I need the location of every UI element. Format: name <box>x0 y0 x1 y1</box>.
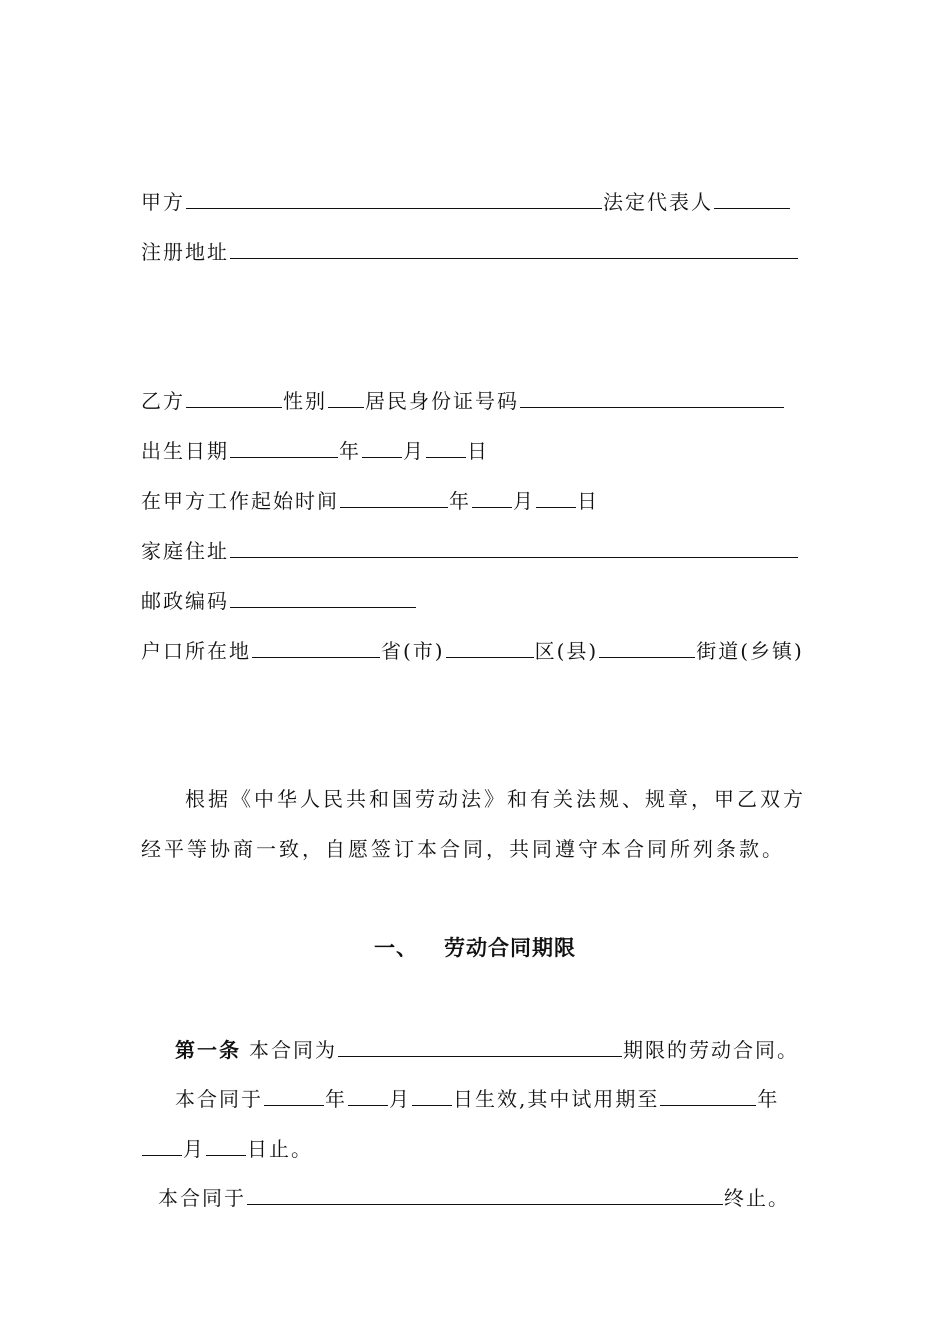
reg-address-row <box>141 236 799 264</box>
id-number-label: 居民身份证号码 <box>365 389 519 413</box>
reg-address-field[interactable] <box>230 236 798 259</box>
article1-text-b: 期限的劳动合同。 <box>623 1038 799 1062</box>
month-unit: 月 <box>403 439 425 463</box>
section-heading <box>0 932 950 962</box>
district-label: 区(县) <box>534 639 599 663</box>
party-a-name-field[interactable] <box>186 186 602 209</box>
year-unit: 年 <box>339 439 361 463</box>
start-work-label: 在甲方工作起始时间 <box>141 489 339 513</box>
province-label: 省(市) <box>381 639 445 663</box>
hukou-row <box>141 635 804 663</box>
until-text: 日止。 <box>247 1137 313 1161</box>
effective-label: 本合同于 <box>175 1087 263 1111</box>
home-address-label: 家庭住址 <box>141 539 229 563</box>
legal-rep-label: 法定代表人 <box>603 190 713 214</box>
month-unit: 月 <box>183 1137 205 1161</box>
street-label: 街道(乡镇) <box>696 639 804 663</box>
legal-rep-field[interactable] <box>714 186 790 209</box>
article1-row <box>175 1034 799 1062</box>
birth-day-field[interactable] <box>426 435 466 458</box>
birth-month-field[interactable] <box>362 435 402 458</box>
probation-year-field[interactable] <box>660 1083 756 1106</box>
postcode-row <box>141 585 417 613</box>
postcode-label: 邮政编码 <box>141 589 229 613</box>
effective-day-field[interactable] <box>412 1083 452 1106</box>
postcode-field[interactable] <box>230 585 416 608</box>
birth-date-row <box>141 435 489 463</box>
termination-label: 本合同于 <box>158 1186 246 1210</box>
party-a-label: 甲方 <box>141 190 185 214</box>
home-address-row <box>141 535 799 563</box>
preamble-line-2: 经平等协商一致，自愿签订本合同，共同遵守本合同所列条款。 <box>141 837 785 861</box>
year-unit: 年 <box>325 1087 347 1111</box>
contract-term-field[interactable] <box>338 1034 622 1057</box>
section-title: 劳动合同期限 <box>444 935 576 960</box>
probation-day-field[interactable] <box>206 1133 246 1156</box>
gender-label: 性别 <box>283 389 327 413</box>
hukou-province-field[interactable] <box>252 635 380 658</box>
effective-year-field[interactable] <box>264 1083 324 1106</box>
year-unit: 年 <box>757 1087 780 1111</box>
effective-row <box>175 1083 779 1111</box>
termination-row <box>158 1182 790 1210</box>
month-unit: 月 <box>389 1087 411 1111</box>
start-work-row <box>141 485 599 513</box>
party-b-name-field[interactable] <box>186 385 282 408</box>
section-number: 一、 <box>374 935 418 960</box>
termination-text-b: 终止。 <box>724 1186 790 1210</box>
gender-field[interactable] <box>328 385 364 408</box>
start-year-field[interactable] <box>340 485 448 508</box>
birth-year-field[interactable] <box>230 435 338 458</box>
start-day-field[interactable] <box>536 485 576 508</box>
party-b-label: 乙方 <box>141 389 185 413</box>
month-unit: 月 <box>513 489 535 513</box>
effective-text-b: 日生效,其中试用期至 <box>453 1087 660 1111</box>
home-address-field[interactable] <box>230 535 798 558</box>
hukou-street-field[interactable] <box>599 635 695 658</box>
probation-row <box>141 1133 313 1161</box>
day-unit: 日 <box>467 439 489 463</box>
termination-date-field[interactable] <box>247 1182 723 1205</box>
id-number-field[interactable] <box>520 385 784 408</box>
hukou-district-field[interactable] <box>446 635 534 658</box>
effective-month-field[interactable] <box>348 1083 388 1106</box>
day-unit: 日 <box>577 489 599 513</box>
year-unit: 年 <box>449 489 471 513</box>
party-b-row <box>141 385 785 413</box>
reg-address-label: 注册地址 <box>141 240 229 264</box>
probation-month-field[interactable] <box>142 1133 182 1156</box>
article1-text-a: 本合同为 <box>249 1038 337 1062</box>
party-a-row <box>141 186 791 214</box>
preamble-line-1: 根据《中华人民共和国劳动法》和有关法规、规章，甲乙双方 <box>185 787 806 811</box>
hukou-label: 户口所在地 <box>141 639 251 663</box>
start-month-field[interactable] <box>472 485 512 508</box>
birth-date-label: 出生日期 <box>141 439 229 463</box>
article1-label: 第一条 <box>175 1038 241 1062</box>
